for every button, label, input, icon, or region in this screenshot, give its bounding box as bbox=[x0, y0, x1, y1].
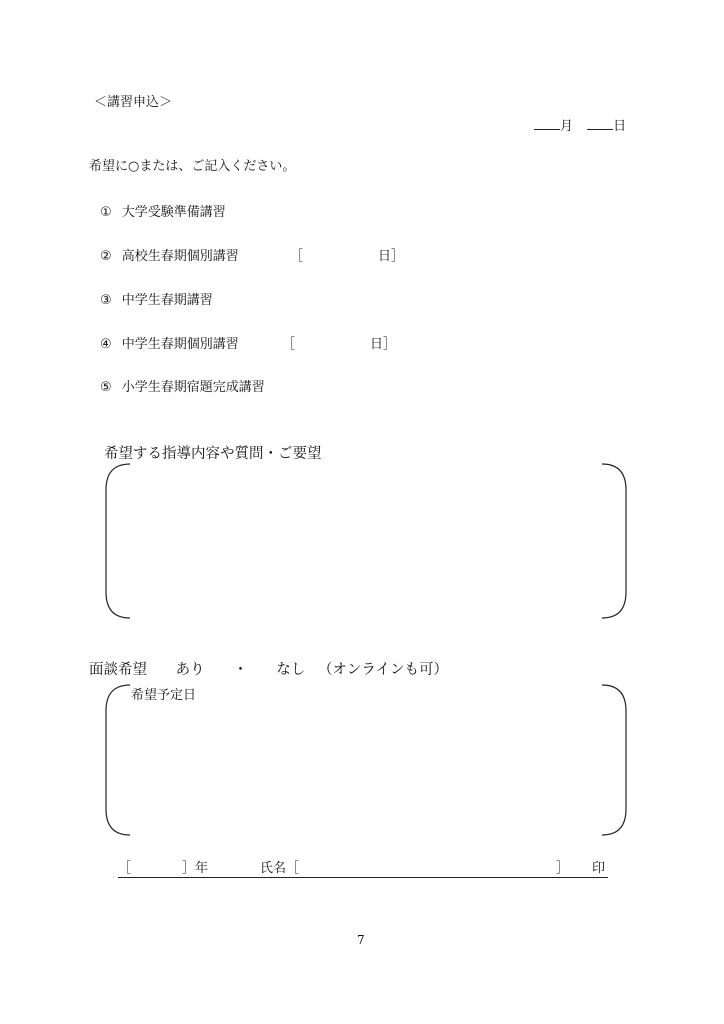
preferred-date-label: 希望予定日 bbox=[131, 688, 197, 703]
section-title: ＜講習申込＞ bbox=[94, 95, 173, 110]
course-number: ③ bbox=[100, 293, 112, 308]
preferred-date-bracket-frame bbox=[104, 683, 628, 837]
course-item-2[interactable] bbox=[100, 245, 239, 264]
course-number: ① bbox=[100, 205, 112, 220]
request-input-area[interactable] bbox=[104, 462, 628, 620]
interview-note: （オンラインも可） bbox=[317, 662, 449, 678]
page-number: 7 bbox=[357, 933, 365, 947]
request-bracket-frame bbox=[104, 462, 628, 620]
month-blank[interactable] bbox=[534, 116, 560, 130]
name-field[interactable] bbox=[300, 857, 550, 875]
day-blank[interactable] bbox=[587, 116, 613, 130]
course-2-days-close: 日］ bbox=[378, 249, 405, 264]
course-item-4[interactable] bbox=[100, 333, 239, 352]
month-label: 月 bbox=[560, 119, 574, 134]
instruction-text: 希望に○または、ご記入ください。 bbox=[89, 159, 296, 174]
interview-row bbox=[89, 658, 448, 679]
name-open: 氏名［ bbox=[260, 861, 300, 876]
course-number: ② bbox=[100, 249, 112, 264]
interview-label: 面談希望 bbox=[89, 662, 147, 678]
seal-mark: 印 bbox=[592, 861, 606, 876]
course-2-days-open: ［ bbox=[290, 249, 304, 264]
course-item-5[interactable] bbox=[100, 376, 265, 395]
date-line bbox=[534, 115, 626, 134]
grade-close: ］年 bbox=[182, 861, 209, 876]
course-4-days-open: ［ bbox=[282, 337, 296, 352]
preferred-date-input-area[interactable] bbox=[104, 683, 628, 837]
course-item-3[interactable] bbox=[100, 289, 213, 308]
name-close: ］ bbox=[556, 861, 570, 876]
interview-option-no[interactable]: なし bbox=[276, 662, 306, 678]
course-name: 大学受験準備講習 bbox=[121, 205, 226, 220]
course-name: 高校生春期個別講習 bbox=[121, 249, 239, 264]
course-name: 中学生春期講習 bbox=[121, 293, 213, 308]
course-name: 中学生春期個別講習 bbox=[121, 337, 239, 352]
request-label: 希望する指導内容や質問・ご要望 bbox=[104, 446, 322, 462]
course-number: ④ bbox=[100, 337, 112, 352]
interview-separator: ・ bbox=[233, 662, 248, 678]
course-number: ⑤ bbox=[100, 380, 112, 395]
day-label: 日 bbox=[613, 119, 627, 134]
course-4-days-close: 日］ bbox=[370, 337, 397, 352]
grade-open: ［ bbox=[118, 861, 132, 876]
course-item-1[interactable] bbox=[100, 201, 226, 220]
course-name: 小学生春期宿題完成講習 bbox=[121, 380, 265, 395]
grade-field[interactable] bbox=[130, 857, 178, 875]
interview-option-yes[interactable]: あり bbox=[175, 662, 205, 678]
